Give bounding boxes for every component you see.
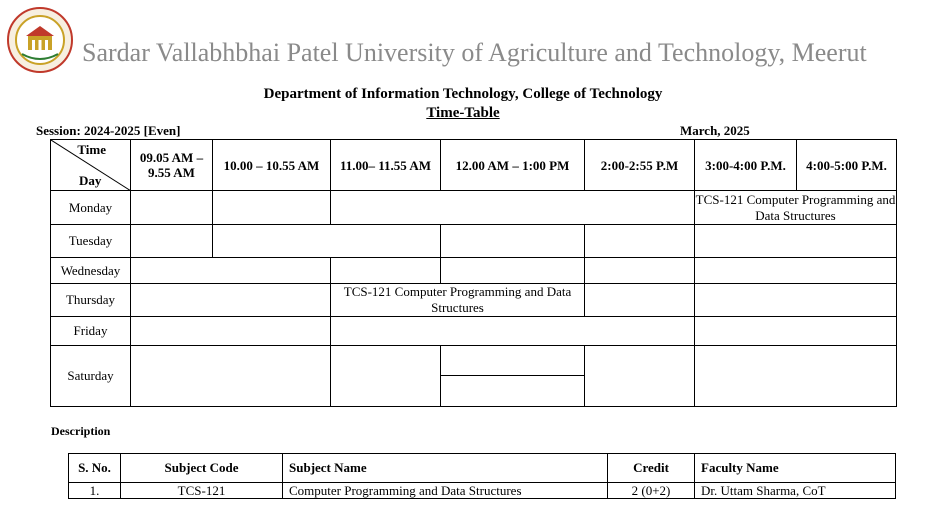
- row-monday: [51, 191, 897, 225]
- row-thursday: [51, 284, 897, 317]
- empty-cell: [131, 258, 331, 284]
- slot-header: 09.05 AM – 9.55 AM: [131, 140, 213, 191]
- corner-day-label: Day: [79, 173, 102, 188]
- empty-cell: [695, 284, 897, 317]
- empty-cell: [441, 225, 585, 258]
- column-header: Credit: [608, 454, 695, 483]
- row-friday: [51, 317, 897, 346]
- row-saturday: [51, 346, 897, 376]
- university-logo: [6, 6, 74, 74]
- class-cell-monday: TCS-121 Computer Programming and Data Structures: [695, 191, 896, 223]
- empty-cell: [441, 346, 585, 376]
- time-day-corner: [51, 140, 131, 191]
- row-wednesday: [51, 258, 897, 284]
- empty-cell: [131, 346, 331, 407]
- empty-cell: [131, 191, 213, 225]
- empty-cell: [131, 284, 331, 317]
- empty-cell: [331, 191, 695, 225]
- subject-table: [68, 453, 896, 499]
- empty-cell: [695, 346, 897, 407]
- empty-cell: [213, 225, 441, 258]
- timetable-header-row: [51, 140, 897, 191]
- timetable: [50, 139, 897, 407]
- empty-cell: [695, 258, 897, 284]
- empty-cell: [331, 317, 695, 346]
- column-header: Subject Name: [283, 454, 608, 483]
- day-label: Tuesday: [51, 225, 131, 258]
- empty-cell: [585, 346, 695, 407]
- empty-cell: [131, 317, 331, 346]
- department-title: Department of Information Technology, College of Technology: [263, 86, 663, 102]
- credit: 2 (0+2): [608, 483, 695, 499]
- slot-header: 12.00 AM – 1:00 PM: [441, 140, 585, 191]
- subject-table-header: [69, 454, 896, 483]
- empty-cell: [331, 346, 441, 407]
- day-label: Thursday: [51, 284, 131, 317]
- faculty-name: Dr. Uttam Sharma, CoT: [695, 483, 896, 499]
- description-label: Description: [51, 424, 111, 438]
- empty-cell: [585, 225, 695, 258]
- timetable-title: Time-Table: [426, 105, 500, 121]
- subject-name: Computer Programming and Data Structures: [283, 483, 608, 499]
- slot-header: 4:00-5:00 P.M.: [797, 140, 897, 191]
- empty-cell: [331, 258, 441, 284]
- day-label: Friday: [51, 317, 131, 346]
- column-header: Subject Code: [121, 454, 283, 483]
- slot-header: 3:00-4:00 P.M.: [695, 140, 797, 191]
- slot-header: 11.00– 11.55 AM: [331, 140, 441, 191]
- corner-time-label: Time: [77, 142, 106, 157]
- slot-header: 10.00 – 10.55 AM: [213, 140, 331, 191]
- empty-cell: [213, 191, 331, 225]
- day-label: Wednesday: [51, 258, 131, 284]
- table-row: [69, 483, 896, 499]
- empty-cell: [131, 225, 213, 258]
- university-title: Sardar Vallabhbhai Patel University of Agriculture and Technology, Meerut: [82, 38, 867, 67]
- empty-cell: [695, 225, 897, 258]
- empty-cell: [441, 376, 585, 407]
- empty-cell: [441, 258, 585, 284]
- empty-cell: [695, 317, 897, 346]
- slot-header: 2:00-2:55 P.M: [585, 140, 695, 191]
- subject-code: TCS-121: [121, 483, 283, 499]
- class-cell-thursday: TCS-121 Computer Programming and Data Structures: [331, 284, 585, 317]
- serial-number: 1.: [69, 483, 121, 499]
- column-header: S. No.: [69, 454, 121, 483]
- month-label: March, 2025: [680, 123, 750, 138]
- empty-cell: [585, 258, 695, 284]
- row-tuesday: [51, 225, 897, 258]
- session-label: Session: 2024-2025 [Even]: [36, 123, 181, 138]
- empty-cell: [585, 284, 695, 317]
- day-label: Saturday: [51, 346, 131, 407]
- column-header: Faculty Name: [695, 454, 896, 483]
- day-label: Monday: [51, 191, 131, 225]
